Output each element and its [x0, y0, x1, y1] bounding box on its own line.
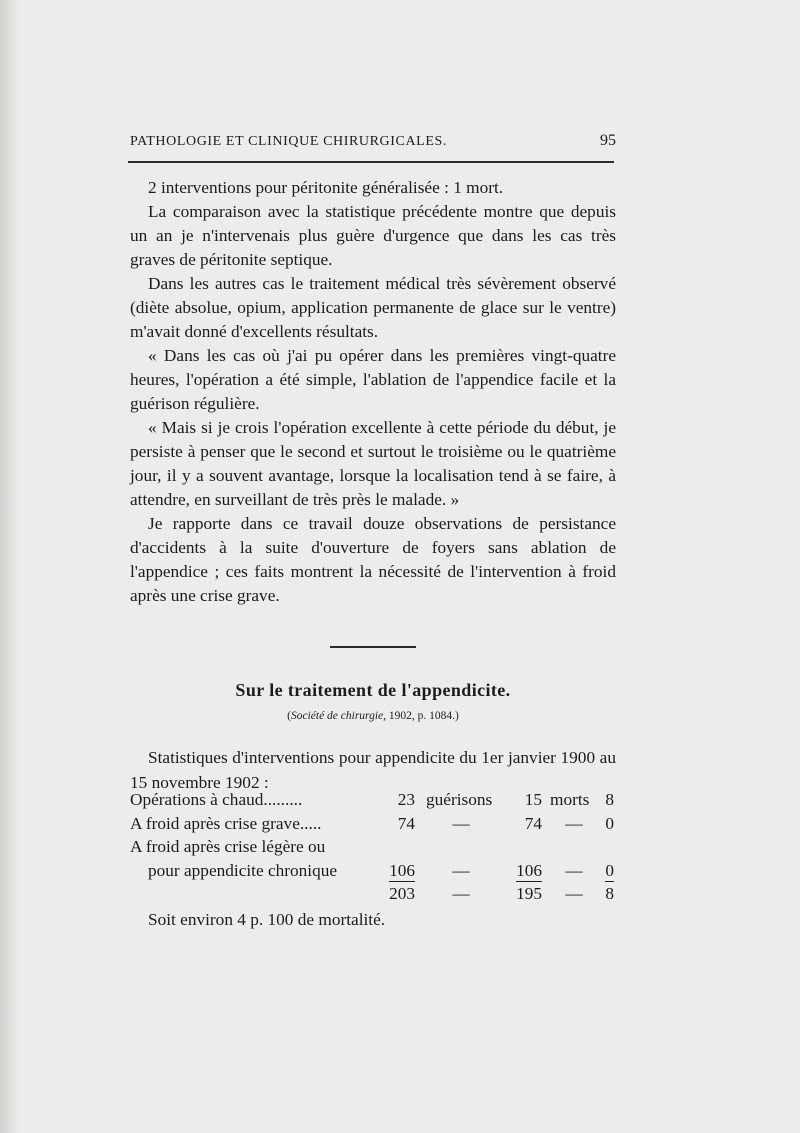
intro-paragraph: Statistiques d'interventions pour appendicite du 1er janvier 1900 au 15 novembre 1902 :	[130, 748, 616, 792]
header-rule	[128, 161, 614, 163]
table-row: Opérations à chaud......... 23 guérisons 15 morts 8	[130, 790, 614, 809]
conclusion: Soit environ 4 p. 100 de mortalité.	[148, 910, 386, 929]
paragraph: « Dans les cas où j'ai pu opérer dans les premières vingt-quatre heures, l'opération a été simple, l'ablation de l'appendice facile et la guérison régulière.	[130, 346, 616, 413]
paragraph: Je rapporte dans ce travail douze observations de persistance d'accidents à la suite d'ouverture de foyers sans ablation de l'appendice ; ces faits montrent la nécessité de l'intervention à froid après une crise grave.	[130, 514, 616, 605]
paragraph: 2 interventions pour péritonite généralisée : 1 mort.	[148, 178, 504, 197]
scan-edge-shadow	[0, 0, 18, 1133]
table-total-row: 203 — 195 — 8	[389, 884, 614, 903]
section-title: Sur le traitement de l'appendicite.	[235, 680, 511, 700]
table-row: A froid après crise grave..... 74 — 74 — 0	[130, 813, 614, 833]
section-source: (Société de chirurgie, 1902, p. 1084.)	[287, 710, 459, 722]
paragraph: « Mais si je crois l'opération excellente à cette période du début, je persiste à penser que le second et surtout le troisième ou le quatrième jour, il y a souvent avantage, lorsque la localisation tend à se faire, à attendre, en surveillant de très près le malade. »	[130, 418, 616, 509]
table-row: A froid après crise légère ou	[130, 837, 326, 856]
stats-table	[130, 790, 620, 908]
paragraph: La comparaison avec la statistique précédente montre que depuis un an je n'intervenais plus guère d'urgence que dans les cas très graves de péritonite septique.	[130, 202, 616, 269]
table-row: pour appendicite chronique 106 — 106 — 0	[148, 860, 614, 880]
running-title: PATHOLOGIE ET CLINIQUE CHIRURGICALES.	[130, 134, 447, 149]
stats-intro	[130, 745, 616, 795]
section-separator	[330, 646, 416, 648]
running-header	[130, 132, 616, 150]
body-text	[130, 176, 616, 608]
page-number: 95	[600, 132, 616, 149]
paragraph: Dans les autres cas le traitement médical très sévèrement observé (diète absolue, opium, application permanente de glace sur le ventre) m'avait donné d'excellents résultats.	[130, 274, 616, 341]
source-journal: Société de chirurgie,	[290, 710, 387, 722]
